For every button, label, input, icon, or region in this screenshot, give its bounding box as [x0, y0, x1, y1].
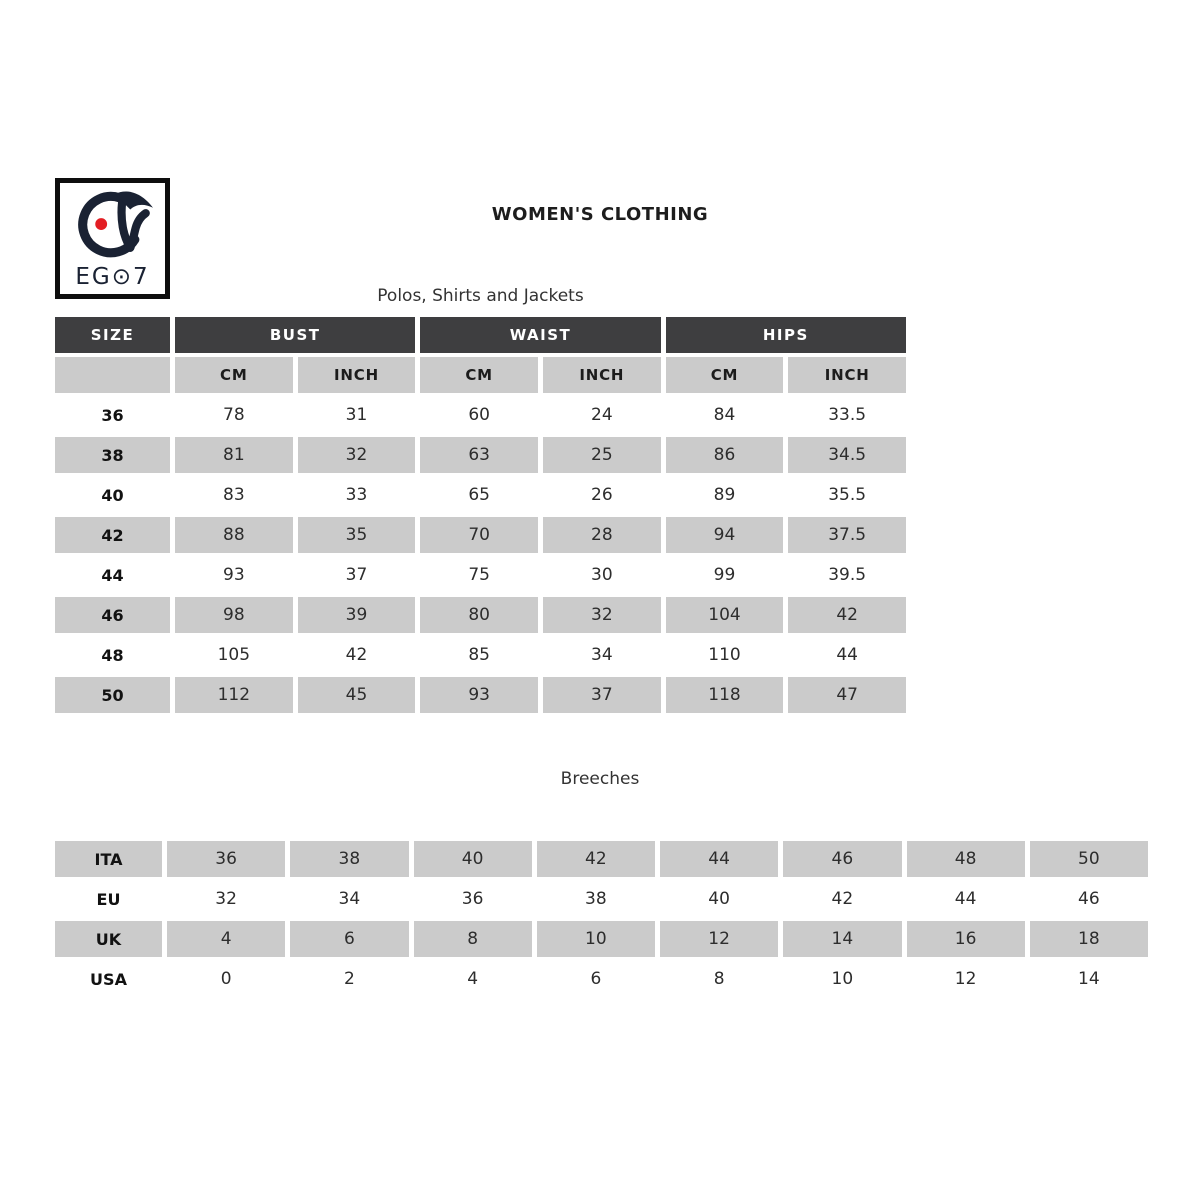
value-cell: 25	[543, 437, 661, 473]
value-cell: 118	[666, 677, 784, 713]
value-cell: 44	[660, 841, 778, 877]
value-cell: 0	[167, 961, 285, 997]
value-cell: 31	[298, 397, 416, 433]
breeches-size-table	[55, 841, 1148, 997]
region-label-cell: ITA	[55, 841, 162, 877]
value-cell: 34	[290, 881, 408, 917]
value-cell: 2	[290, 961, 408, 997]
value-cell: 14	[1030, 961, 1148, 997]
value-cell: 65	[420, 477, 538, 513]
value-cell: 81	[175, 437, 293, 473]
value-cell: 78	[175, 397, 293, 433]
value-cell: 39.5	[788, 557, 906, 593]
value-cell: 37.5	[788, 517, 906, 553]
value-cell: 8	[660, 961, 778, 997]
value-cell: 39	[298, 597, 416, 633]
value-cell: 16	[907, 921, 1025, 957]
size-cell: 40	[55, 477, 170, 513]
value-cell: 34	[543, 637, 661, 673]
group-header-size: SIZE	[55, 317, 170, 353]
value-cell: 44	[788, 637, 906, 673]
value-cell: 42	[783, 881, 901, 917]
unit-header-cell: INCH	[543, 357, 661, 393]
value-cell: 10	[783, 961, 901, 997]
size-cell: 38	[55, 437, 170, 473]
size-cell: 48	[55, 637, 170, 673]
region-label-cell: USA	[55, 961, 162, 997]
value-cell: 86	[666, 437, 784, 473]
unit-header-cell: INCH	[298, 357, 416, 393]
region-label-cell: UK	[55, 921, 162, 957]
horse-head-icon	[64, 185, 162, 265]
value-cell: 12	[660, 921, 778, 957]
value-cell: 112	[175, 677, 293, 713]
size-cell: 50	[55, 677, 170, 713]
region-label-cell: EU	[55, 881, 162, 917]
value-cell: 93	[175, 557, 293, 593]
section-title-polos: Polos, Shirts and Jackets	[377, 286, 584, 306]
section-title-breeches: Breeches	[560, 769, 640, 789]
size-cell: 42	[55, 517, 170, 553]
value-cell: 40	[660, 881, 778, 917]
value-cell: 80	[420, 597, 538, 633]
unit-header-cell: CM	[175, 357, 293, 393]
value-cell: 37	[543, 677, 661, 713]
brand-name: EG⊙7	[75, 264, 150, 290]
value-cell: 99	[666, 557, 784, 593]
value-cell: 37	[298, 557, 416, 593]
unit-header-cell: CM	[666, 357, 784, 393]
value-cell: 34.5	[788, 437, 906, 473]
value-cell: 75	[420, 557, 538, 593]
value-cell: 10	[537, 921, 655, 957]
value-cell: 8	[414, 921, 532, 957]
value-cell: 50	[1030, 841, 1148, 877]
unit-header-cell: CM	[420, 357, 538, 393]
value-cell: 33	[298, 477, 416, 513]
value-cell: 110	[666, 637, 784, 673]
brand-logo	[55, 178, 170, 299]
value-cell: 35.5	[788, 477, 906, 513]
group-header-hips: HIPS	[666, 317, 906, 353]
value-cell: 63	[420, 437, 538, 473]
value-cell: 36	[414, 881, 532, 917]
value-cell: 88	[175, 517, 293, 553]
value-cell: 6	[537, 961, 655, 997]
value-cell: 40	[414, 841, 532, 877]
value-cell: 6	[290, 921, 408, 957]
value-cell: 36	[167, 841, 285, 877]
value-cell: 94	[666, 517, 784, 553]
clothing-size-table	[55, 317, 906, 713]
value-cell: 105	[175, 637, 293, 673]
value-cell: 42	[788, 597, 906, 633]
value-cell: 24	[543, 397, 661, 433]
value-cell: 48	[907, 841, 1025, 877]
value-cell: 30	[543, 557, 661, 593]
value-cell: 33.5	[788, 397, 906, 433]
size-cell: 36	[55, 397, 170, 433]
value-cell: 84	[666, 397, 784, 433]
unit-header-cell: INCH	[788, 357, 906, 393]
value-cell: 32	[167, 881, 285, 917]
value-cell: 46	[783, 841, 901, 877]
unit-header-blank	[55, 357, 170, 393]
value-cell: 104	[666, 597, 784, 633]
value-cell: 32	[543, 597, 661, 633]
value-cell: 38	[290, 841, 408, 877]
value-cell: 4	[167, 921, 285, 957]
value-cell: 38	[537, 881, 655, 917]
value-cell: 98	[175, 597, 293, 633]
value-cell: 26	[543, 477, 661, 513]
value-cell: 44	[907, 881, 1025, 917]
value-cell: 83	[175, 477, 293, 513]
value-cell: 4	[414, 961, 532, 997]
value-cell: 42	[298, 637, 416, 673]
value-cell: 18	[1030, 921, 1148, 957]
value-cell: 28	[543, 517, 661, 553]
value-cell: 93	[420, 677, 538, 713]
value-cell: 70	[420, 517, 538, 553]
page-title: WOMEN'S CLOTHING	[491, 204, 709, 225]
group-header-waist: WAIST	[420, 317, 660, 353]
value-cell: 47	[788, 677, 906, 713]
value-cell: 45	[298, 677, 416, 713]
group-header-bust: BUST	[175, 317, 415, 353]
value-cell: 46	[1030, 881, 1148, 917]
value-cell: 89	[666, 477, 784, 513]
size-cell: 44	[55, 557, 170, 593]
value-cell: 42	[537, 841, 655, 877]
value-cell: 14	[783, 921, 901, 957]
size-cell: 46	[55, 597, 170, 633]
value-cell: 12	[907, 961, 1025, 997]
value-cell: 35	[298, 517, 416, 553]
value-cell: 60	[420, 397, 538, 433]
value-cell: 85	[420, 637, 538, 673]
value-cell: 32	[298, 437, 416, 473]
